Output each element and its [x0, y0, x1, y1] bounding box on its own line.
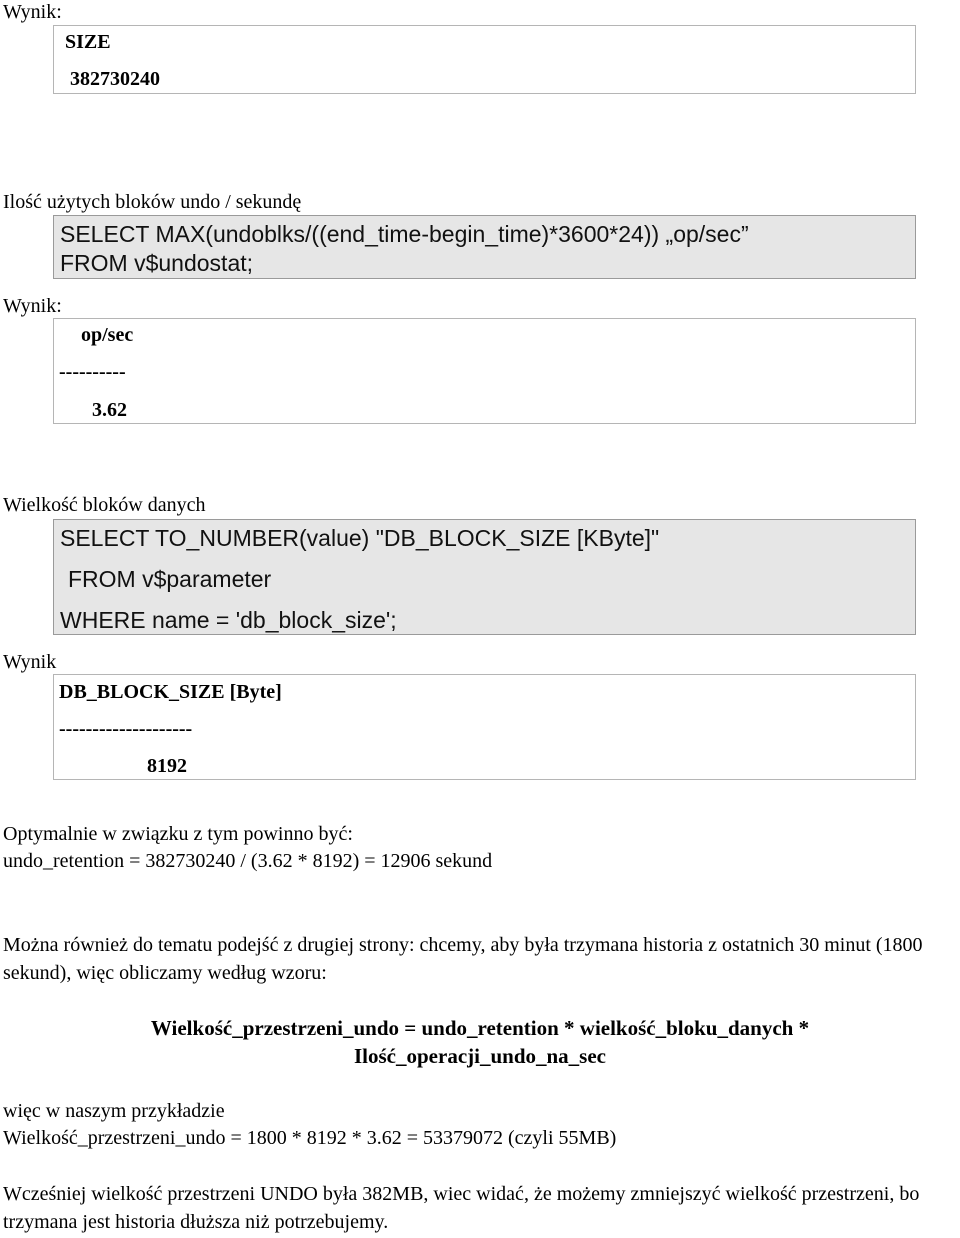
result-box-size	[53, 25, 916, 94]
formula-line: Wielkość_przestrzeni_undo = undo_retention * wielkość_bloku_danych *	[150, 1016, 810, 1040]
example-formula: Wielkość_przestrzeni_undo = 1800 * 8192 * 3.62 = 53379072 (czyli 55MB)	[3, 1127, 617, 1149]
result-separator: ----------	[59, 361, 126, 383]
sql-line: SELECT TO_NUMBER(value) "DB_BLOCK_SIZE [KByte]"	[60, 525, 660, 551]
result-header: SIZE	[65, 31, 111, 53]
result-value: 382730240	[70, 68, 160, 90]
optimal-formula: undo_retention = 382730240 / (3.62 * 8192) = 12906 sekund	[3, 850, 493, 872]
alternative-paragraph: Można również do tematu podejść z drugiej strony: chcemy, aby była trzymana historia z ostatnich 30 minut (1800 sekund), więc obliczamy według wzoru:	[3, 934, 923, 984]
section-heading-undo-blocks: Ilość użytych bloków undo / sekundę	[3, 191, 302, 213]
result-label: Wynik:	[3, 295, 62, 317]
result-label: Wynik	[3, 651, 57, 673]
result-box-block-size	[53, 674, 916, 780]
result-value: 8192	[147, 755, 187, 777]
optimal-text: Optymalnie w związku z tym powinno być:	[3, 823, 353, 845]
sql-line: WHERE name = 'db_block_size';	[60, 607, 397, 633]
example-text: więc w naszym przykładzie	[3, 1100, 225, 1122]
sql-query-box-parameter	[53, 519, 916, 635]
sql-line: FROM v$parameter	[68, 566, 272, 592]
result-header: DB_BLOCK_SIZE [Byte]	[59, 681, 282, 703]
result-header: op/sec	[81, 324, 134, 346]
result-label: Wynik:	[3, 1, 62, 23]
result-value: 3.62	[92, 399, 127, 421]
sql-line: FROM v$undostat;	[60, 250, 254, 276]
sql-query-box-undostat	[53, 215, 916, 279]
result-box-opsec	[53, 318, 916, 424]
sql-line: SELECT MAX(undoblks/((end_time-begin_time)*3600*24)) „op/sec”	[60, 221, 749, 247]
result-separator: --------------------	[59, 718, 193, 740]
formula-line: Ilość_operacji_undo_na_sec	[354, 1044, 606, 1068]
conclusion-paragraph: Wcześniej wielkość przestrzeni UNDO była 382MB, wiec widać, że możemy zmniejszyć wielkość przestrzeni, bo trzymana jest historia dłuższa niż potrzebujemy.	[3, 1183, 920, 1233]
section-heading-block-size: Wielkość bloków danych	[3, 494, 206, 516]
